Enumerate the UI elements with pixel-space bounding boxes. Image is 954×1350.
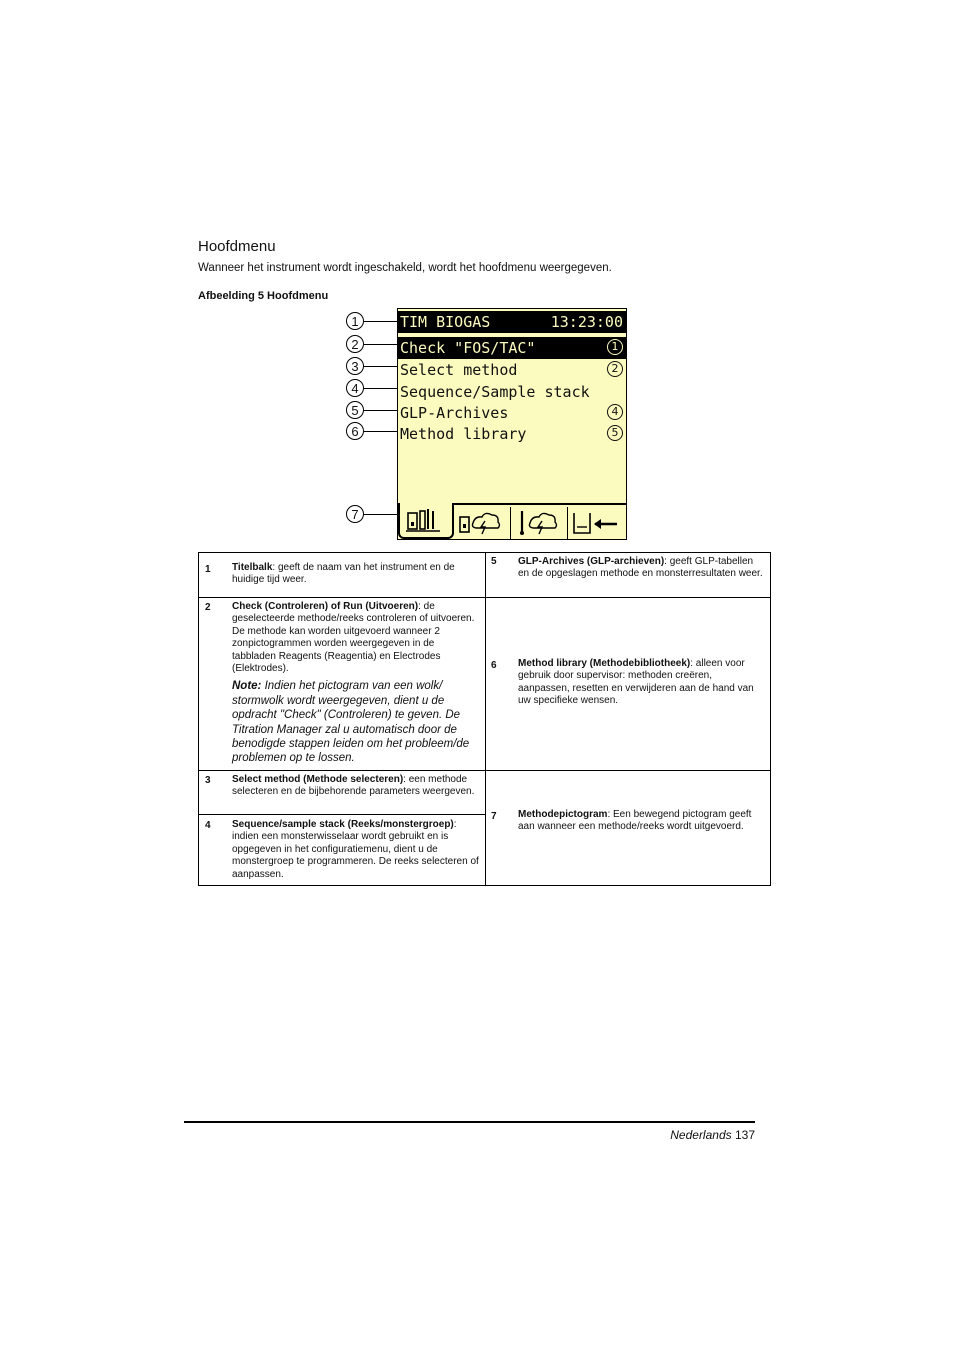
- legend-number: 4: [205, 820, 211, 831]
- legend-cell-3: [199, 771, 485, 815]
- legend-number: 6: [491, 660, 497, 671]
- callout-leader: [364, 388, 398, 389]
- shortcut-key-icon: 1: [607, 339, 623, 355]
- legend-term: Check (Controleren) of Run (Uitvoeren): [232, 601, 419, 612]
- intro-paragraph: Wanneer het instrument wordt ingeschakeld, wordt het hoofdmenu weergegeven.: [198, 262, 612, 274]
- legend-text: [518, 809, 764, 834]
- legend-number: 5: [491, 556, 497, 567]
- legend-description: : indien een monsterwisselaar wordt gebruikt en is opgegeven in het configuratiemenu, dient u de monstergroep te programmeren. De reeks selecteren of aanpassen.: [232, 819, 479, 880]
- legend-term: Methodepictogram: [518, 809, 608, 820]
- callout-leader: [364, 410, 398, 411]
- instrument-name: TIM BIOGAS: [400, 313, 491, 331]
- legend-description: : Een bewegend pictogram geeft aan wanneer een methode/reeks wordt uitgevoerd.: [518, 809, 752, 833]
- device-screen: [397, 308, 627, 540]
- legend-text: [232, 601, 479, 766]
- tab-sample[interactable]: [569, 507, 625, 539]
- menu-item-label: Check "FOS/TAC": [400, 339, 536, 357]
- menu-item-check[interactable]: [398, 337, 626, 359]
- legend-cell-2: [199, 598, 485, 771]
- menu-item-select-method[interactable]: [398, 359, 626, 381]
- callout-4: 4: [346, 379, 364, 397]
- legend-text: [232, 819, 479, 881]
- legend-note: [232, 679, 479, 765]
- page-footer: [670, 1128, 755, 1142]
- callout-7: 7: [346, 505, 364, 523]
- menu-item-glp-archives[interactable]: [398, 402, 626, 424]
- callout-leader: [364, 344, 398, 345]
- callout-leader: [364, 514, 398, 515]
- legend-description: : geeft GLP-tabellen en de opgeslagen methode en monsterresultaten weer.: [518, 556, 763, 580]
- shortcut-key-icon: 4: [607, 404, 623, 420]
- tab-method[interactable]: [398, 503, 454, 539]
- clock-time: 13:23:00: [550, 313, 623, 331]
- callout-6: 6: [346, 422, 364, 440]
- tab-electrodes[interactable]: [512, 507, 568, 539]
- legend-column-left: [199, 553, 486, 885]
- method-icon: [400, 503, 454, 535]
- legend-description: : alleen voor gebruik door supervisor: methoden creëren, aanpassen, resetten en verwijderen aan de hand van uw specifieke wensen.: [518, 658, 754, 707]
- legend-number: 3: [205, 775, 211, 786]
- page-number: 137: [734, 1128, 755, 1142]
- legend-number: 2: [205, 602, 211, 613]
- legend-text: [232, 562, 479, 587]
- menu-item-label: Select method: [400, 361, 518, 379]
- legend-description: : geeft de naam van het instrument en de huidige tijd weer.: [232, 562, 455, 586]
- legend-table: [198, 552, 771, 886]
- footer-rule: [184, 1121, 755, 1123]
- menu-item-label: Sequence/Sample stack: [400, 383, 590, 401]
- figure-caption: Afbeelding 5 Hoofdmenu: [198, 290, 329, 302]
- note-label: Note:: [232, 680, 262, 693]
- callout-3: 3: [346, 357, 364, 375]
- legend-text: [518, 556, 764, 581]
- footer-language: Nederlands: [670, 1128, 732, 1142]
- beaker-arrow-icon: [569, 507, 623, 537]
- legend-number: 1: [205, 564, 211, 575]
- shortcut-key-icon: 5: [607, 425, 623, 441]
- menu-item-label: Method library: [400, 425, 527, 443]
- legend-term: GLP-Archives (GLP-archieven): [518, 556, 665, 567]
- legend-term: Select method (Methode selecteren): [232, 774, 404, 785]
- callout-5: 5: [346, 401, 364, 419]
- tab-bar: [398, 503, 626, 541]
- section-heading: Hoofdmenu: [198, 238, 276, 255]
- main-menu-figure: [340, 306, 632, 542]
- legend-term: Sequence/sample stack (Reeks/monstergroep): [232, 819, 454, 830]
- electrode-cloud-icon: [512, 507, 566, 537]
- legend-cell-6: [485, 598, 770, 771]
- callout-leader: [364, 321, 398, 322]
- legend-term: Method library (Methodebibliotheek): [518, 658, 691, 669]
- legend-description: : de geselecteerde methode/reeks controleren of uitvoeren. De methode kan worden uitgevoerd wanneer 2 zonpictogrammen worden weergegeven in de tabbladen Reagents (Reagentia) en Electrodes (Elektrodes).: [232, 601, 475, 675]
- legend-cell-7: [485, 771, 770, 885]
- reagent-cloud-icon: [455, 507, 509, 537]
- legend-text: [518, 658, 764, 708]
- tab-reagents[interactable]: [455, 507, 511, 539]
- callout-leader: [364, 431, 398, 432]
- legend-number: 7: [491, 811, 497, 822]
- legend-cell-5: [485, 553, 770, 598]
- callout-2: 2: [346, 335, 364, 353]
- legend-cell-1: [199, 553, 485, 598]
- callout-leader: [364, 366, 398, 367]
- legend-text: [232, 774, 479, 799]
- menu-item-label: GLP-Archives: [400, 404, 509, 422]
- legend-column-right: [485, 553, 770, 885]
- title-bar: [398, 311, 626, 333]
- menu-item-method-library[interactable]: [398, 423, 626, 445]
- note-text: Indien het pictogram van een wolk/ stormwolk wordt weergegeven, dient u de opdracht "Check" (Controleren) te geven. De Titration Manager zal u automatisch door de benodigde stappen leiden om het probleem/de problemen op te lossen.: [232, 680, 470, 765]
- callout-1: 1: [346, 312, 364, 330]
- legend-term: Titelbalk: [232, 562, 273, 573]
- legend-description: : een methode selecteren en de bijbehorende parameters weergeven.: [232, 774, 475, 798]
- legend-cell-4: [199, 815, 485, 885]
- shortcut-key-icon: 2: [607, 361, 623, 377]
- menu-item-sequence[interactable]: [398, 381, 626, 403]
